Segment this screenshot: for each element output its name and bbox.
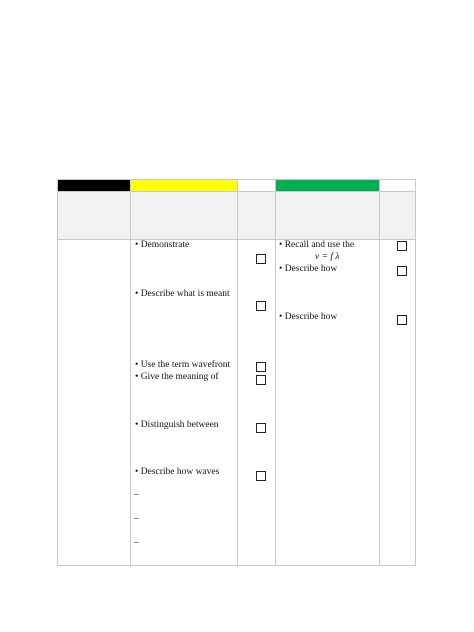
dash-3: – (134, 538, 139, 548)
grid-line-v2 (237, 179, 238, 566)
left-item-meaning: • Give the meaning of (135, 372, 219, 382)
checkbox-icon[interactable] (256, 471, 266, 481)
header-cell-4 (276, 191, 379, 239)
left-item-demonstrate: • Demonstrate (135, 240, 190, 250)
header-cell-5 (380, 191, 416, 239)
checkbox-icon[interactable] (256, 423, 266, 433)
grid-line-h1 (57, 191, 416, 192)
green-band (276, 179, 379, 191)
checkbox-icon[interactable] (397, 266, 407, 276)
checkbox-icon[interactable] (256, 362, 266, 372)
header-cell-1 (57, 191, 130, 239)
checkbox-icon[interactable] (256, 254, 266, 264)
black-band (57, 179, 130, 191)
grid-line-h0 (57, 179, 416, 180)
checkbox-icon[interactable] (397, 315, 407, 325)
right-item-recall: • Recall and use the (279, 240, 355, 250)
checklist-table (57, 179, 416, 566)
header-cell-2 (131, 191, 237, 239)
dash-1: – (134, 490, 139, 500)
grid-line-v4 (379, 179, 380, 566)
grid-line-h2 (57, 239, 416, 240)
yellow-band (131, 179, 238, 191)
left-item-wavefront: • Use the term wavefront (135, 360, 231, 370)
checkbox-icon[interactable] (256, 375, 266, 385)
checkbox-icon[interactable] (397, 241, 407, 251)
left-item-distinguish: • Distinguish between (135, 420, 219, 430)
grid-line-v1 (130, 179, 131, 566)
grid-line-v3 (275, 179, 276, 566)
grid-line-v0 (57, 179, 58, 566)
wave-equation: v = f λ (315, 252, 340, 262)
right-item-describe-1: • Describe how (279, 264, 338, 274)
dash-2: – (134, 514, 139, 524)
grid-line-h3 (57, 565, 416, 566)
left-item-describe-meant: • Describe what is meant (135, 289, 230, 299)
header-cell-3 (238, 191, 275, 239)
left-item-describe-waves: • Describe how waves (135, 467, 220, 477)
right-item-describe-2: • Describe how (279, 312, 338, 322)
grid-line-v5 (415, 179, 416, 566)
checkbox-icon[interactable] (256, 301, 266, 311)
